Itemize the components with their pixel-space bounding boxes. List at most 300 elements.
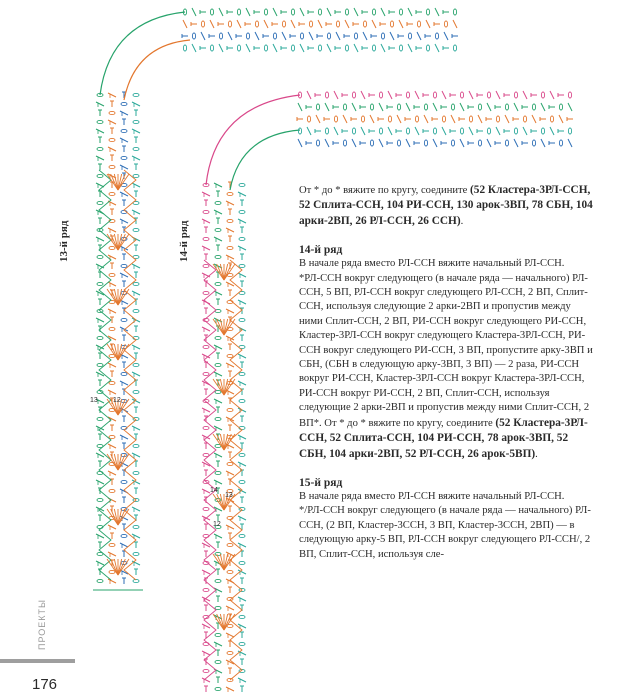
left-horizontal-chain [336, 21, 339, 27]
right-horizontal-chain [397, 104, 400, 110]
left-horizontal-stitch [246, 8, 250, 16]
left-horizontal-stitch [273, 44, 277, 52]
left-horizontal-stitch [336, 32, 340, 40]
right-vertical-chain [215, 336, 221, 339]
right-vertical-chain [203, 507, 209, 510]
left-horizontal-stitch [327, 8, 331, 16]
footer-bar [0, 659, 75, 663]
right-horizontal-chain [406, 92, 409, 98]
left-vertical-stitch [132, 264, 140, 268]
left-vertical-chain [109, 489, 115, 492]
left-vertical-chain [121, 318, 127, 321]
left-horizontal-stitch [219, 44, 223, 52]
right-vertical-chain [203, 669, 209, 672]
left-horizontal-chain [444, 21, 447, 27]
right-vertical-chain [215, 363, 221, 366]
right-horizontal-chain [415, 116, 418, 122]
left-horizontal-chain [453, 9, 456, 15]
left-vertical-stitch [108, 579, 116, 583]
right-vertical-stitch [226, 228, 234, 232]
right-vertical-chain [239, 210, 245, 213]
left-vertical-chain [121, 264, 127, 267]
right-vertical-stitch [238, 381, 246, 385]
right-horizontal-chain [451, 104, 454, 110]
row14-instructions [299, 272, 595, 462]
right-vertical-stitch [226, 201, 234, 205]
right-horizontal-stitch [334, 127, 338, 135]
left-vertical-chain [133, 120, 139, 123]
right-vertical-chain [239, 453, 245, 456]
left-vertical-chain [109, 192, 115, 195]
right-horizontal-chain [469, 116, 472, 122]
right-horizontal-stitch [469, 91, 473, 99]
left-vertical-chain [121, 102, 127, 105]
right-vertical-stitch [238, 462, 246, 466]
left-horizontal-chain [192, 33, 195, 39]
right-horizontal-stitch [505, 115, 509, 123]
right-vertical-chain [203, 588, 209, 591]
right-vertical-stitch [238, 246, 246, 250]
left-vertical-stitch [120, 138, 128, 142]
right-vertical-stitch [202, 219, 210, 223]
left-horizontal-chain [291, 9, 294, 15]
chart-number-mark: 13 [90, 397, 98, 404]
right-horizontal-chain [514, 92, 517, 98]
left-horizontal-stitch [426, 20, 430, 28]
right-horizontal-stitch [415, 127, 419, 135]
right-horizontal-chain [361, 116, 364, 122]
left-vertical-stitch [96, 534, 104, 538]
right-horizontal-chain [442, 116, 445, 122]
right-corner-arc [206, 95, 300, 185]
right-vertical-chain [239, 264, 245, 267]
right-horizontal-stitch [478, 115, 482, 123]
left-vertical-chain [133, 552, 139, 555]
right-vertical-chain [215, 228, 221, 231]
left-vertical-stitch [120, 111, 128, 115]
left-horizontal-chain [390, 21, 393, 27]
right-vertical-stitch [226, 255, 234, 259]
right-horizontal-chain [541, 128, 544, 134]
left-horizontal-stitch [345, 20, 349, 28]
right-horizontal-stitch [343, 115, 347, 123]
right-vertical-chain [215, 633, 221, 636]
left-vertical-chain [97, 336, 103, 339]
right-horizontal-stitch [352, 139, 356, 147]
right-vertical-chain [239, 399, 245, 402]
left-vertical-stitch [108, 363, 116, 367]
left-horizontal-chain [318, 9, 321, 15]
left-vertical-chain [97, 255, 103, 258]
left-vertical-chain [121, 534, 127, 537]
left-fan [111, 509, 118, 525]
left-vertical-chain [97, 147, 103, 150]
left-horizontal-chain [273, 33, 276, 39]
left-horizontal-chain [246, 33, 249, 39]
right-vertical-stitch [238, 300, 246, 304]
right-horizontal-chain [397, 140, 400, 146]
left-vertical-chain [97, 498, 103, 501]
right-vertical-stitch [238, 435, 246, 439]
right-vertical-stitch [226, 309, 234, 313]
left-horizontal-chain [255, 21, 258, 27]
left-vertical-stitch [96, 237, 104, 241]
left-vertical-stitch [132, 210, 140, 214]
intro-paragraph [299, 183, 595, 229]
right-vertical-chain [239, 615, 245, 618]
left-vertical-chain [97, 363, 103, 366]
left-horizontal-stitch [192, 44, 196, 52]
left-horizontal-stitch [390, 32, 394, 40]
right-vertical-chain [215, 552, 221, 555]
left-horizontal-chain [354, 33, 357, 39]
left-vertical-stitch [108, 390, 116, 394]
right-horizontal-stitch [406, 103, 410, 111]
right-horizontal-stitch [451, 115, 455, 123]
left-horizontal-stitch [435, 8, 439, 16]
right-horizontal-chain [523, 116, 526, 122]
right-vertical-stitch [202, 408, 210, 412]
right-vertical-chain [215, 282, 221, 285]
right-horizontal-stitch [325, 139, 329, 147]
left-horizontal-stitch [309, 32, 313, 40]
right-horizontal-chain [343, 140, 346, 146]
right-vertical-chain [203, 291, 209, 294]
right-horizontal-stitch [397, 115, 401, 123]
left-horizontal-stitch [273, 8, 277, 16]
left-horizontal-stitch [318, 20, 322, 28]
right-horizontal-stitch [415, 91, 419, 99]
right-vertical-stitch [202, 597, 210, 601]
row-label-13: 13-й ряд [58, 220, 70, 262]
right-horizontal-stitch [379, 103, 383, 111]
left-horizontal-chain [381, 33, 384, 39]
right-vertical-chain [239, 372, 245, 375]
right-vertical-chain [215, 417, 221, 420]
left-horizontal-chain [363, 21, 366, 27]
row15-intro: В начале ряда вместо РЛ-ССН вяжите начальный РЛ-ССН. [299, 490, 565, 502]
left-horizontal-stitch [246, 44, 250, 52]
right-vertical-chain [239, 318, 245, 321]
right-vertical-stitch [214, 372, 222, 376]
right-vertical-chain [215, 660, 221, 663]
left-vertical-stitch [120, 381, 128, 385]
left-horizontal-chain [183, 45, 186, 51]
left-vertical-chain [133, 363, 139, 366]
left-horizontal-chain [372, 9, 375, 15]
right-vertical-chain [227, 219, 233, 222]
right-horizontal-chain [334, 116, 337, 122]
left-vertical-chain [109, 327, 115, 330]
right-horizontal-chain [568, 92, 571, 98]
left-vertical-stitch [108, 147, 116, 151]
left-vertical-chain [121, 156, 127, 159]
left-vertical-stitch [132, 507, 140, 511]
left-horizontal-stitch [282, 32, 286, 40]
row15-heading: 15-й ряд [299, 476, 343, 489]
right-vertical-stitch [238, 273, 246, 277]
right-vertical-stitch [226, 687, 234, 691]
right-horizontal-chain [568, 128, 571, 134]
right-horizontal-chain [460, 128, 463, 134]
right-vertical-chain [227, 354, 233, 357]
left-horizontal-stitch [417, 32, 421, 40]
left-vertical-stitch [96, 156, 104, 160]
right-horizontal-chain [298, 128, 301, 134]
right-horizontal-stitch [298, 103, 302, 111]
right-vertical-chain [227, 651, 233, 654]
right-horizontal-stitch [532, 115, 536, 123]
row14-bold: (52 Кластера-3РЛ-ССН, 52 Сплита-ССН, 104 РИ-ССН, 78 арок-3ВП, 52 СБН, 104 арки-2ВП, 52 РЛ-ССН, 26 арок-5ВП) [299, 416, 588, 460]
right-horizontal-stitch [433, 103, 437, 111]
right-vertical-stitch [214, 237, 222, 241]
left-horizontal-chain [345, 9, 348, 15]
left-vertical-stitch [108, 228, 116, 232]
right-horizontal-chain [316, 104, 319, 110]
left-horizontal-chain [300, 33, 303, 39]
left-vertical-chain [133, 282, 139, 285]
left-horizontal-chain [426, 9, 429, 15]
left-horizontal-stitch [381, 8, 385, 16]
intro-plain: От * до * вяжите по кругу, соедините [299, 185, 471, 196]
right-vertical-stitch [226, 606, 234, 610]
left-vertical-chain [133, 174, 139, 177]
left-vertical-chain [109, 543, 115, 546]
left-vertical-stitch [96, 480, 104, 484]
right-vertical-chain [227, 246, 233, 249]
right-horizontal-stitch [442, 127, 446, 135]
right-horizontal-stitch [496, 91, 500, 99]
right-horizontal-chain [487, 92, 490, 98]
left-vertical-stitch [120, 219, 128, 223]
right-horizontal-chain [559, 104, 562, 110]
right-vertical-chain [203, 210, 209, 213]
left-vertical-chain [109, 138, 115, 141]
right-vertical-stitch [238, 597, 246, 601]
left-horizontal-chain [237, 9, 240, 15]
instructions-text [299, 183, 595, 562]
right-horizontal-chain [352, 92, 355, 98]
right-horizontal-chain [451, 140, 454, 146]
left-vertical-stitch [120, 273, 128, 277]
right-fan [224, 264, 231, 280]
left-horizontal-chain [219, 33, 222, 39]
left-horizontal-stitch [237, 20, 241, 28]
left-vertical-chain [97, 417, 103, 420]
right-horizontal-stitch [424, 115, 428, 123]
left-horizontal-stitch [300, 8, 304, 16]
right-vertical-chain [215, 606, 221, 609]
right-horizontal-stitch [523, 91, 527, 99]
right-horizontal-chain [424, 104, 427, 110]
right-vertical-chain [239, 237, 245, 240]
left-horizontal-chain [426, 45, 429, 51]
right-horizontal-chain [325, 92, 328, 98]
left-vertical-stitch [132, 156, 140, 160]
left-vertical-chain [133, 444, 139, 447]
left-horizontal-stitch [183, 20, 187, 28]
left-vertical-stitch [120, 543, 128, 547]
left-horizontal-chain [399, 45, 402, 51]
right-vertical-stitch [238, 192, 246, 196]
left-vertical-chain [133, 147, 139, 150]
right-horizontal-stitch [559, 115, 563, 123]
right-horizontal-stitch [550, 127, 554, 135]
left-horizontal-chain [282, 21, 285, 27]
right-vertical-stitch [202, 192, 210, 196]
left-vertical-chain [109, 246, 115, 249]
right-vertical-chain [203, 345, 209, 348]
left-vertical-chain [97, 201, 103, 204]
left-horizontal-chain [291, 45, 294, 51]
row15-instructions: */РЛ-ССН вокруг следующего (в начале ряда — начального) РЛ-ССН, (2 ВП, Кластер-3ССН, 3 ВП, Кластер-3ССН, 2ВП) — в следующую арку-5 ВП, РЛ-ССН вокруг следующего РЛ-ССН/, 2 ВП, Сплит-ССН, используя сле- [299, 505, 591, 560]
left-vertical-stitch [108, 93, 116, 97]
right-horizontal-stitch [460, 139, 464, 147]
left-vertical-chain [97, 120, 103, 123]
left-vertical-stitch [132, 129, 140, 133]
left-horizontal-chain [264, 9, 267, 15]
left-horizontal-stitch [381, 44, 385, 52]
right-vertical-chain [203, 426, 209, 429]
right-horizontal-stitch [334, 91, 338, 99]
right-vertical-stitch [202, 624, 210, 628]
left-vertical-chain [109, 165, 115, 168]
right-vertical-stitch [202, 651, 210, 655]
right-vertical-stitch [202, 327, 210, 331]
right-vertical-chain [215, 471, 221, 474]
left-horizontal-stitch [210, 20, 214, 28]
left-corner-arc [100, 12, 185, 95]
right-vertical-chain [239, 534, 245, 537]
right-horizontal-stitch [487, 103, 491, 111]
left-vertical-chain [121, 372, 127, 375]
right-horizontal-stitch [370, 115, 374, 123]
right-horizontal-stitch [433, 139, 437, 147]
left-vertical-stitch [132, 372, 140, 376]
right-horizontal-chain [460, 92, 463, 98]
right-horizontal-chain [478, 104, 481, 110]
right-horizontal-stitch [388, 127, 392, 135]
right-horizontal-stitch [469, 127, 473, 135]
left-vertical-stitch [96, 102, 104, 106]
right-fan [217, 554, 224, 570]
left-horizontal-chain [408, 33, 411, 39]
right-corner-arc [230, 130, 300, 190]
left-horizontal-chain [372, 45, 375, 51]
left-horizontal-chain [453, 45, 456, 51]
right-vertical-stitch [238, 516, 246, 520]
left-vertical-chain [109, 570, 115, 573]
right-horizontal-stitch [496, 127, 500, 135]
right-vertical-chain [239, 183, 245, 186]
right-vertical-chain [215, 390, 221, 393]
left-horizontal-stitch [408, 8, 412, 16]
right-horizontal-stitch [568, 139, 572, 147]
left-fan [118, 174, 125, 190]
left-vertical-stitch [120, 165, 128, 169]
left-horizontal-stitch [372, 20, 376, 28]
right-horizontal-stitch [487, 139, 491, 147]
left-vertical-stitch [132, 426, 140, 430]
right-horizontal-chain [379, 128, 382, 134]
right-horizontal-chain [316, 140, 319, 146]
right-vertical-chain [239, 480, 245, 483]
left-horizontal-chain [264, 45, 267, 51]
right-horizontal-stitch [352, 103, 356, 111]
left-vertical-stitch [96, 561, 104, 565]
left-vertical-stitch [108, 444, 116, 448]
row14-intro: В начале ряда вместо РЛ-ССН вяжите начальный РЛ-ССН. [299, 258, 565, 270]
right-vertical-chain [215, 201, 221, 204]
chart-number-mark: 14 [210, 487, 218, 494]
intro-bold: (52 Кластера-3РЛ-ССН, 52 Сплита-ССН, 104 РИ-ССН, 130 арок-3ВП, 78 СБН, 104 арки-2ВП, 26 РЛ-ССН, 26 ССН) [299, 184, 593, 227]
right-horizontal-chain [433, 92, 436, 98]
left-vertical-stitch [108, 120, 116, 124]
left-horizontal-chain [399, 9, 402, 15]
right-vertical-stitch [238, 354, 246, 358]
right-horizontal-chain [325, 128, 328, 134]
section-label: ПРОЕКТЫ [37, 599, 47, 650]
left-horizontal-stitch [435, 44, 439, 52]
right-vertical-stitch [202, 570, 210, 574]
left-vertical-chain [133, 309, 139, 312]
row14-end: . [535, 448, 538, 460]
left-vertical-chain [109, 381, 115, 384]
right-horizontal-stitch [568, 103, 572, 111]
right-horizontal-chain [559, 140, 562, 146]
right-vertical-chain [227, 543, 233, 546]
left-vertical-stitch [120, 435, 128, 439]
right-vertical-stitch [214, 399, 222, 403]
right-vertical-stitch [202, 246, 210, 250]
right-horizontal-chain [514, 128, 517, 134]
right-vertical-stitch [238, 678, 246, 682]
left-horizontal-stitch [399, 20, 403, 28]
left-vertical-stitch [132, 291, 140, 295]
right-vertical-chain [203, 264, 209, 267]
right-horizontal-chain [352, 128, 355, 134]
right-horizontal-stitch [541, 103, 545, 111]
left-vertical-stitch [108, 309, 116, 313]
right-horizontal-stitch [379, 139, 383, 147]
left-horizontal-stitch [219, 8, 223, 16]
right-vertical-chain [215, 687, 221, 690]
left-horizontal-stitch [444, 32, 448, 40]
right-horizontal-stitch [514, 139, 518, 147]
right-vertical-stitch [214, 183, 222, 187]
right-horizontal-stitch [316, 115, 320, 123]
left-vertical-stitch [108, 552, 116, 556]
left-vertical-chain [97, 174, 103, 177]
left-horizontal-chain [345, 45, 348, 51]
right-vertical-chain [203, 237, 209, 240]
left-vertical-chain [97, 579, 103, 582]
page-number: 176 [32, 676, 58, 693]
left-horizontal-chain [327, 33, 330, 39]
left-vertical-chain [133, 228, 139, 231]
left-vertical-stitch [132, 345, 140, 349]
right-horizontal-chain [496, 116, 499, 122]
left-fan [118, 509, 125, 525]
right-vertical-chain [239, 642, 245, 645]
left-vertical-stitch [132, 561, 140, 565]
right-vertical-stitch [214, 345, 222, 349]
left-vertical-chain [97, 282, 103, 285]
right-vertical-stitch [214, 588, 222, 592]
right-horizontal-chain [487, 128, 490, 134]
right-horizontal-stitch [541, 139, 545, 147]
row14-heading: 14-й ряд [299, 244, 343, 257]
